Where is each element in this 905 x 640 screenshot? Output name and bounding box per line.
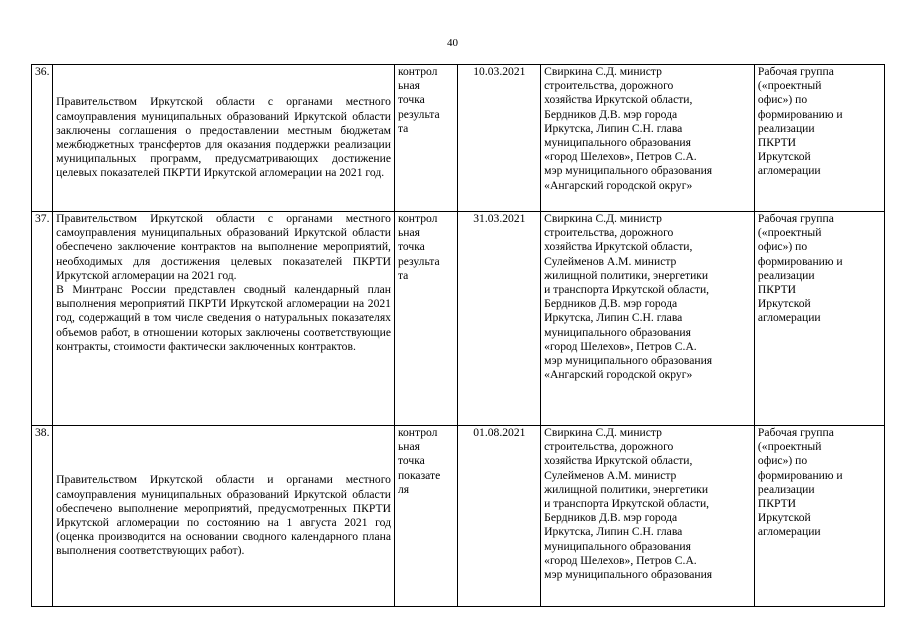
- responsible-line: мэр муниципального образования: [544, 568, 713, 582]
- table-row: [32, 212, 885, 426]
- plan-table: [31, 64, 885, 607]
- responsible-line: строительства, дорожного: [544, 226, 674, 240]
- group-line: агломерации: [757, 164, 821, 178]
- group-line: («проектный: [757, 79, 822, 93]
- responsible-line: Иркутска, Липин С.Н. глава: [544, 525, 683, 539]
- type-line: ьная: [397, 226, 420, 240]
- group-line: офис») по: [757, 240, 808, 254]
- type-line: точка: [397, 93, 425, 107]
- group-line: («проектный: [757, 226, 822, 240]
- group-line: офис») по: [757, 93, 808, 107]
- group-line: («проектный: [757, 440, 822, 454]
- responsible-line: мэр муниципального образования: [544, 354, 713, 368]
- row-responsible: [541, 65, 755, 212]
- responsible-line: муниципального образования: [544, 325, 691, 339]
- responsible-line: Иркутска, Липин С.Н. глава: [544, 121, 683, 135]
- type-line: показате: [397, 468, 441, 482]
- row-responsible: [541, 212, 755, 426]
- responsible-line: и транспорта Иркутской области,: [544, 497, 710, 511]
- type-line: ля: [397, 482, 410, 496]
- type-line: результа: [397, 107, 440, 121]
- type-line: та: [397, 121, 409, 135]
- table-row: [32, 65, 885, 212]
- row-description: [53, 212, 395, 426]
- responsible-line: Свиркина С.Д. министр: [544, 65, 662, 78]
- row-date: 10.03.2021: [458, 65, 541, 212]
- group-line: Рабочая группа: [757, 426, 834, 439]
- responsible-line: Свиркина С.Д. министр: [544, 212, 662, 225]
- type-line: точка: [397, 454, 425, 468]
- page-number: 40: [447, 37, 458, 49]
- row-group: [754, 426, 884, 607]
- group-line: Рабочая группа: [757, 65, 834, 78]
- description-paragraph: В Минтранс России представлен сводный календарный план выполнения мероприятий ПКРТИ Иркутской агломерации на 2021 год, содержащий в том числе сведения о натуральных показателях объемов работ, в отношении которых заключены соответствующие контракты, стоимости фактически заключенных контрактов.: [56, 283, 391, 353]
- group-line: реализации: [757, 268, 815, 282]
- responsible-line: жилищной политики, энергетики: [544, 482, 709, 496]
- responsible-line: Бердников Д.В. мэр города: [544, 511, 678, 525]
- group-line: Иркутской: [757, 297, 811, 311]
- description-paragraph: Правительством Иркутской области и органами местного самоуправления муниципальных образований Иркутской области обеспечено выполнение мероприятий, предусмотренных ПКРТИ Иркутской агломерации по состоянию на 1 августа 2021 год (оценка производится на основании сводного календарного плана выполнения соответствующих работ).: [56, 473, 391, 558]
- type-line: контрол: [397, 212, 438, 225]
- responsible-line: «город Шелехов», Петров С.А.: [544, 150, 697, 164]
- type-line: ьная: [397, 440, 420, 454]
- responsible-line: Сулейменов А.М. министр: [544, 468, 677, 482]
- row-group: [754, 212, 884, 426]
- responsible-line: жилищной политики, энергетики: [544, 268, 709, 282]
- responsible-line: и транспорта Иркутской области,: [544, 283, 710, 297]
- type-line: ьная: [397, 79, 420, 93]
- group-line: формированию и: [757, 468, 843, 482]
- responsible-line: муниципального образования: [544, 539, 691, 553]
- group-line: офис») по: [757, 454, 808, 468]
- row-type: [394, 426, 458, 607]
- responsible-line: Бердников Д.В. мэр города: [544, 297, 678, 311]
- type-line: точка: [397, 240, 425, 254]
- group-line: агломерации: [757, 525, 821, 539]
- type-line: контрол: [397, 65, 438, 78]
- responsible-line: хозяйства Иркутской области,: [544, 93, 693, 107]
- row-type: [394, 212, 458, 426]
- row-date: 01.08.2021: [458, 426, 541, 607]
- row-number: 36.: [32, 65, 53, 212]
- table-row: [32, 426, 885, 607]
- description-paragraph: Правительством Иркутской области с органами местного самоуправления муниципальных образований Иркутской области заключены соглашения о предоставлении местным бюджетам межбюджетных трансфертов для оказания поддержки реализации муниципальных программ, предусматривающих достижение целевых показателей ПКРТИ Иркутской агломерации на 2021 год.: [56, 95, 391, 180]
- row-group: [754, 65, 884, 212]
- responsible-line: мэр муниципального образования: [544, 164, 713, 178]
- group-line: агломерации: [757, 311, 821, 325]
- responsible-line: Свиркина С.Д. министр: [544, 426, 662, 439]
- responsible-line: строительства, дорожного: [544, 79, 674, 93]
- row-description: [53, 426, 395, 607]
- row-date: 31.03.2021: [458, 212, 541, 426]
- responsible-line: хозяйства Иркутской области,: [544, 240, 693, 254]
- responsible-line: строительства, дорожного: [544, 440, 674, 454]
- responsible-line: Иркутска, Липин С.Н. глава: [544, 311, 683, 325]
- group-line: ПКРТИ: [757, 136, 797, 150]
- group-line: реализации: [757, 121, 815, 135]
- responsible-line: Сулейменов А.М. министр: [544, 254, 677, 268]
- group-line: формированию и: [757, 254, 843, 268]
- row-number: 37.: [32, 212, 53, 426]
- group-line: формированию и: [757, 107, 843, 121]
- responsible-line: «город Шелехов», Петров С.А.: [544, 553, 697, 567]
- type-line: результа: [397, 254, 440, 268]
- group-line: реализации: [757, 482, 815, 496]
- responsible-line: хозяйства Иркутской области,: [544, 454, 693, 468]
- responsible-line: «город Шелехов», Петров С.А.: [544, 339, 697, 353]
- group-line: Иркутской: [757, 511, 811, 525]
- responsible-line: муниципального образования: [544, 136, 691, 150]
- group-line: Рабочая группа: [757, 212, 834, 225]
- description-paragraph: Правительством Иркутской области с органами местного самоуправления муниципальных образований Иркутской области обеспечено заключение контрактов на выполнение мероприятий, необходимых для достижения целевых показателей ПКРТИ Иркутской агломерации на 2021 год.: [56, 212, 391, 282]
- group-line: ПКРТИ: [757, 283, 797, 297]
- type-line: та: [397, 268, 409, 282]
- row-description: [53, 65, 395, 212]
- responsible-line: Бердников Д.В. мэр города: [544, 107, 678, 121]
- group-line: Иркутской: [757, 150, 811, 164]
- responsible-line: «Ангарский городской округ»: [544, 368, 693, 382]
- type-line: контрол: [397, 426, 438, 439]
- responsible-line: «Ангарский городской округ»: [544, 178, 693, 192]
- row-number: 38.: [32, 426, 53, 607]
- row-type: [394, 65, 458, 212]
- row-responsible: [541, 426, 755, 607]
- group-line: ПКРТИ: [757, 497, 797, 511]
